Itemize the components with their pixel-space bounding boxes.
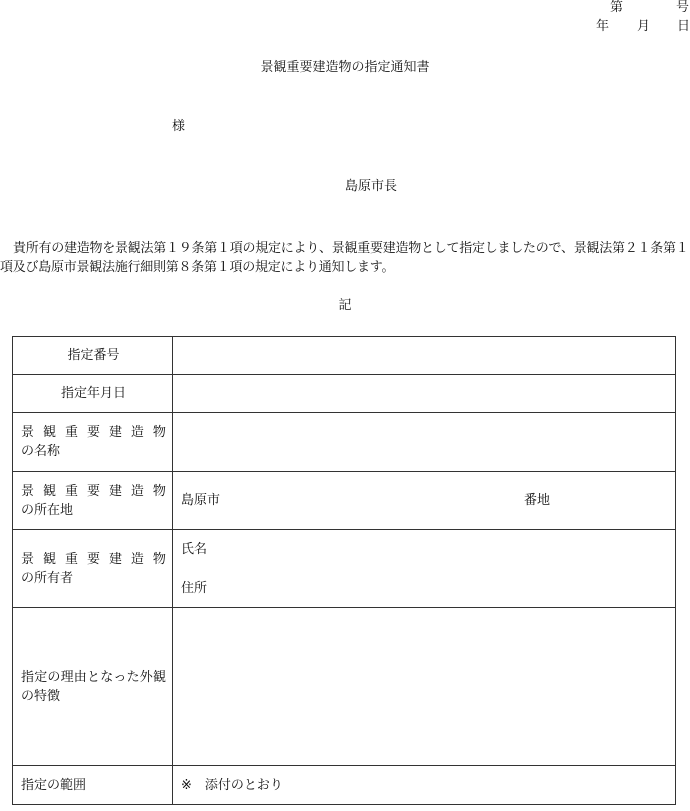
owner-address-label: 住所 (181, 580, 208, 596)
label-char: 建 (108, 483, 122, 499)
table-row (13, 530, 676, 608)
reason-field[interactable] (173, 608, 676, 766)
issuer-name: 島原市長 (345, 179, 398, 194)
building-name-label (13, 413, 173, 472)
label-char: 景 (21, 425, 35, 440)
designation-date-label: 指定年月日 (13, 375, 173, 413)
owner-label-line1 (21, 550, 166, 569)
label-char: 観 (42, 483, 56, 499)
table-row (13, 472, 676, 530)
label-char: 物 (152, 425, 166, 440)
label-char: 重 (64, 425, 78, 440)
designation-number-field[interactable] (173, 337, 676, 375)
notice-body: 貴所有の建造物を景観法第１９条第１項の規定により、景観重要建造物として指定しましたので、景観法第２１条第１項及び島原市景観法施行細則第８条第１項の規定により通知します。 (0, 241, 689, 275)
location-banchi: 番地 (523, 493, 550, 508)
table-row (13, 608, 676, 766)
scope-label: 指定の範囲 (13, 766, 173, 805)
owner-field[interactable] (173, 530, 676, 608)
designation-table (12, 336, 676, 805)
label-char: 要 (86, 425, 100, 440)
location-field[interactable] (173, 472, 676, 530)
building-name-label-line1 (21, 423, 166, 442)
label-char: 観 (42, 425, 56, 440)
document-number-suffix: 号 (676, 0, 690, 15)
label-char: 建 (108, 425, 122, 440)
location-city: 島原市 (181, 493, 221, 508)
label-char: 景 (21, 483, 35, 499)
label-char: 物 (152, 483, 166, 499)
location-label-line1 (21, 482, 166, 501)
label-char: 重 (64, 483, 78, 499)
label-char: 造 (130, 425, 144, 440)
table-row (13, 337, 676, 375)
label-char: 観 (42, 551, 56, 567)
label-char: 建 (108, 551, 122, 567)
label-char: 要 (86, 483, 100, 499)
building-name-label-line2: の名称 (21, 444, 61, 459)
label-char: 造 (130, 483, 144, 499)
label-char: 景 (21, 551, 35, 567)
ki-heading: 記 (338, 298, 352, 313)
label-char: 要 (86, 551, 100, 567)
owner-label (13, 530, 173, 608)
owner-name-label: 氏名 (181, 541, 208, 557)
location-label (13, 472, 173, 530)
location-value (181, 491, 667, 510)
table-row (13, 413, 676, 472)
label-char: 物 (152, 551, 166, 567)
owner-label-line2: の所有者 (21, 570, 74, 586)
designation-number-label: 指定番号 (13, 337, 173, 375)
document-number-prefix: 第 (610, 0, 624, 15)
owner-spacer (181, 559, 667, 579)
date-day: 日 (677, 19, 690, 34)
date-month: 月 (637, 19, 651, 34)
reason-label: 指定の理由となった外観の特徴 (13, 608, 173, 766)
building-name-field[interactable] (173, 413, 676, 472)
table-row (13, 375, 676, 413)
scope-field[interactable]: ※ 添付のとおり (173, 766, 676, 805)
location-label-line2: の所在地 (21, 502, 74, 518)
document-title: 景観重要建造物の指定通知書 (260, 60, 430, 75)
label-char: 重 (64, 551, 78, 567)
date-year: 年 (596, 19, 610, 34)
label-char: 造 (130, 551, 144, 567)
table-row (13, 766, 676, 805)
designation-date-field[interactable] (173, 375, 676, 413)
addressee-honorific: 様 (172, 119, 186, 134)
